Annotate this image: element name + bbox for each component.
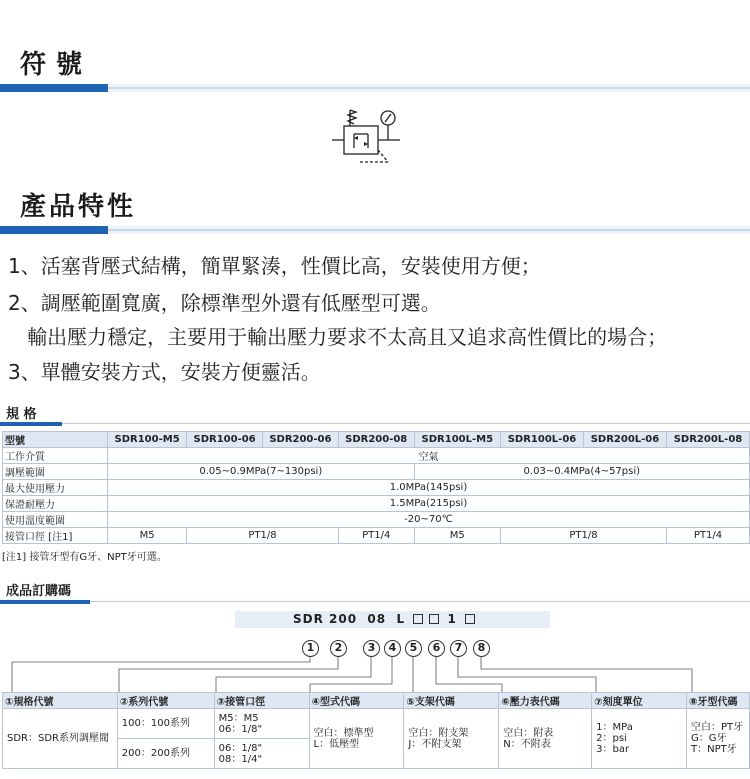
- order-header-cell: ④型式代碼: [309, 693, 404, 709]
- order-header-cell: ⑧牙型代碼: [686, 693, 749, 709]
- order-header-row: [3, 693, 750, 709]
- spec-cell: 1.0MPa(145psi): [108, 480, 750, 496]
- order-table: [2, 692, 750, 769]
- order-title: 成品訂購碼: [6, 584, 72, 599]
- spec-cell: -20~70℃: [108, 512, 750, 528]
- spec-note: [注1] 接管牙型有G牙、NPT牙可選。: [2, 552, 167, 563]
- feature-line-4: 3、單體安裝方式，安裝方便靈活。: [8, 360, 321, 384]
- spec-cell: 空氣: [108, 448, 750, 464]
- spec-cell: 0.03~0.4MPa(4~57psi): [414, 464, 749, 480]
- symbol-title: 符號: [20, 50, 93, 80]
- order-number-2: 2: [330, 640, 347, 657]
- spec-cell: PT1/4: [338, 528, 414, 544]
- order-number-4: 4: [384, 640, 401, 657]
- spec-title: 規 格: [6, 407, 37, 422]
- spec-cell: PT1/8: [187, 528, 339, 544]
- order-header-cell: ①規格代號: [3, 693, 118, 709]
- order-cell-bracket: 空白：附支架 J：不附支架: [404, 709, 499, 769]
- feature-line-1: 1、活塞背壓式結構，簡單緊湊，性價比高，安裝使用方便；: [8, 254, 541, 278]
- spec-header-cell: SDR100L-06: [500, 432, 583, 448]
- spec-header-cell: SDR200-06: [262, 432, 338, 448]
- spec-cell: PT1/8: [500, 528, 666, 544]
- spec-header-cell: SDR200L-06: [583, 432, 666, 448]
- order-number-1: 1: [302, 640, 319, 657]
- order-cell-series: 200：200系列: [117, 739, 214, 769]
- order-cell-gauge: 空白：附表 N：不附表: [499, 709, 592, 769]
- spec-header-cell: SDR200L-08: [666, 432, 749, 448]
- spec-header-cell: SDR200-08: [338, 432, 414, 448]
- order-header-cell: ⑥壓力表代碼: [499, 693, 592, 709]
- order-number-7: 7: [450, 640, 467, 657]
- spec-header-cell: SDR100L-M5: [414, 432, 500, 448]
- order-header-cell: ②系列代號: [117, 693, 214, 709]
- order-number-3: 3: [363, 640, 380, 657]
- order-cell-thread: 空白：PT牙 G：G牙 T：NPT牙: [686, 709, 749, 769]
- spec-cell: M5: [414, 528, 500, 544]
- features-title: 產品特性: [20, 192, 137, 222]
- order-cell-port: M5：M5 06：1/8": [214, 709, 309, 739]
- order-number-5: 5: [405, 640, 422, 657]
- spec-cell: 1.5MPa(215psi): [108, 496, 750, 512]
- spec-cell: 0.05~0.9MPa(7~130psi): [108, 464, 415, 480]
- spec-cell: PT1/4: [666, 528, 749, 544]
- order-header-cell: ⑤支架代碼: [404, 693, 499, 709]
- order-code-mid: 1: [447, 612, 457, 626]
- spec-row-label: 接管口徑 [注1]: [3, 528, 108, 544]
- order-cell-series: 100：100系列: [117, 709, 214, 739]
- order-cell-spec: SDR：SDR系列調壓閥: [3, 709, 118, 769]
- order-row: [3, 709, 750, 739]
- order-header-cell: ③接管口徑: [214, 693, 309, 709]
- spec-row-label: 調壓範圍: [3, 464, 108, 480]
- order-number-6: 6: [428, 640, 445, 657]
- order-code-prefix: SDR 200 08 L: [293, 612, 406, 626]
- order-number-8: 8: [473, 640, 490, 657]
- spec-header-cell: SDR100-M5: [108, 432, 187, 448]
- spec-header-cell: 型號: [3, 432, 108, 448]
- spec-row-label: 使用溫度範圍: [3, 512, 108, 528]
- spec-header-cell: SDR100-06: [187, 432, 263, 448]
- order-cell-port: 06：1/8" 08：1/4": [214, 739, 309, 769]
- feature-line-3: 輸出壓力穩定，主要用于輸出壓力要求不太高且又追求高性價比的場合；: [8, 325, 668, 349]
- spec-row-label: 保證耐壓力: [3, 496, 108, 512]
- order-header-cell: ⑦刻度單位: [592, 693, 687, 709]
- spec-row-label: 最大使用壓力: [3, 480, 108, 496]
- feature-line-2: 2、調壓範圍寬廣，除標準型外還有低壓型可選。: [8, 291, 441, 315]
- spec-cell: M5: [108, 528, 187, 544]
- spec-row-label: 工作介質: [3, 448, 108, 464]
- order-cell-unit: 1：MPa 2：psi 3：bar: [592, 709, 687, 769]
- order-cell-type: 空白：標準型 L：低壓型: [309, 709, 404, 769]
